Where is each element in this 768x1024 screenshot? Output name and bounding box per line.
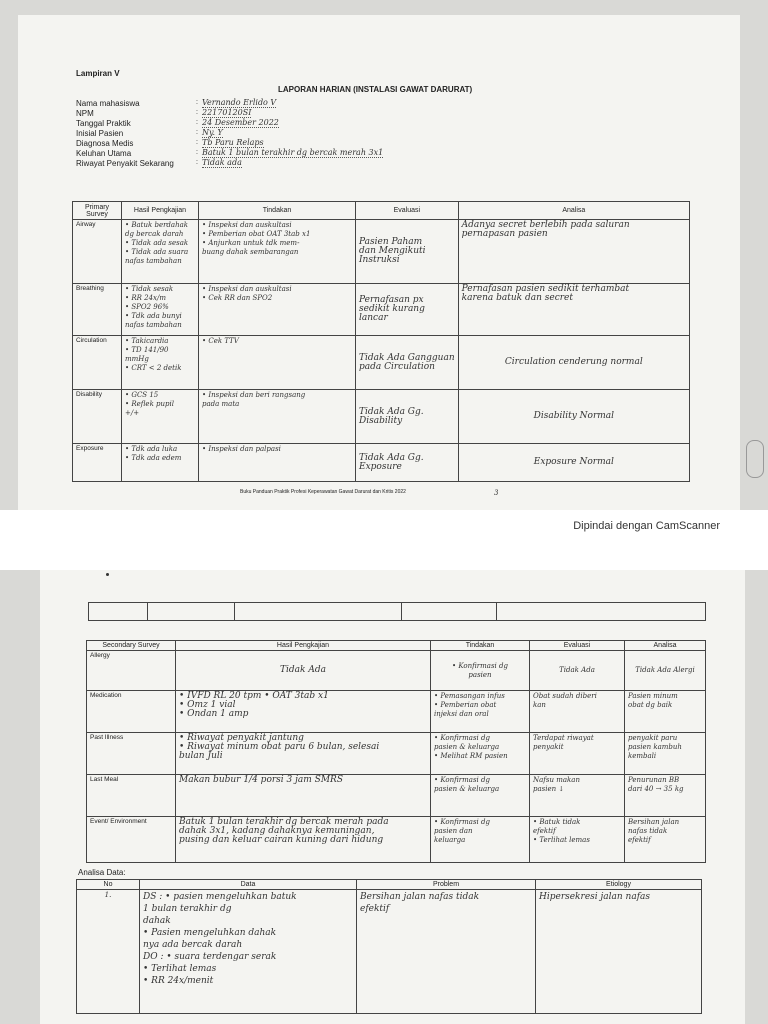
cell-tindakan [431, 691, 530, 733]
cell-tindakan [199, 444, 356, 482]
cell-hasil [122, 220, 199, 284]
cell-line: Pernafasan pasien sedikit terhambat [461, 284, 630, 294]
appendix-label: Lampiran V [76, 69, 120, 78]
blank-header-row [88, 602, 706, 621]
survey-category: Allergy [87, 651, 176, 691]
identity-colon: : [196, 99, 198, 106]
cell-line: Pernafasan px [359, 295, 424, 305]
cell-line: Disability [359, 415, 403, 426]
cell-data [140, 890, 357, 1014]
cell-line: • Terlihat lemas [143, 964, 217, 974]
survey-category: Exposure [73, 444, 122, 482]
cell-tindakan [199, 220, 356, 284]
cell-line: pernapasan pasien [461, 229, 548, 239]
survey-category: Last Meal [87, 775, 176, 817]
cell-line: Pasien Paham [359, 237, 423, 247]
header-primary-survey: Primary Survey [73, 202, 122, 220]
cell-evaluasi [530, 775, 625, 817]
cell-line: pasien dan [434, 827, 473, 835]
cell-line: Tidak Ada [280, 665, 326, 675]
cell-analisa [625, 651, 706, 691]
survey-category: Medication [87, 691, 176, 733]
cell-line: Terdapat riwayat [533, 734, 594, 742]
header-evaluasi: Evaluasi [356, 202, 459, 220]
cell-line: lancar [359, 313, 388, 323]
cell-line: • TD 141/90 [125, 346, 169, 354]
cell-line: • SPO2 96% [125, 303, 169, 311]
cell-line: dari 40 → 35 kg [628, 785, 684, 793]
cell-line: • Pemberian obat [434, 701, 497, 709]
cell-line: bulan Juli [179, 751, 223, 761]
identity-colon: : [196, 109, 198, 116]
cell-line: nafas tidak [628, 827, 668, 835]
identity-label: Nama mahasiswa [76, 99, 140, 108]
cell-line: • RR 24x/m [125, 294, 166, 302]
cell-line: dahak 3x1, kadang dahaknya kemuningan, [179, 826, 375, 836]
cell-line: • Terlihat lemas [533, 836, 590, 844]
cell-line: Tidak Ada Gg. [359, 406, 424, 417]
identity-value: Tb Paru Relaps [202, 138, 264, 147]
cell-line: efektif [628, 836, 651, 844]
cell-line: Penurunan BB [628, 776, 680, 784]
stamp-icon [746, 440, 764, 478]
cell-line: • Reflek pupil [125, 400, 174, 408]
cell-line: pasien & keluarga [434, 785, 500, 793]
page-mark: 3 [494, 489, 499, 497]
cell-hasil [176, 817, 431, 863]
cell-tindakan [431, 651, 530, 691]
report-page-2 [40, 570, 745, 1024]
cell-line: Tidak Ada Alergi [635, 666, 695, 674]
header-tindakan-2: Tindakan [431, 641, 530, 651]
cell-line: • Konfirmasi dg [434, 776, 490, 784]
cell-analisa [458, 284, 689, 336]
analysis-title: Analisa Data: [78, 868, 126, 877]
table-row [87, 817, 706, 863]
survey-category: Disability [73, 390, 122, 444]
cell-line: mmHg [125, 355, 149, 363]
cell-tindakan [431, 733, 530, 775]
cell-etiology [536, 890, 702, 1014]
header-data: Data [140, 880, 357, 890]
cell-line: injeksi dan oral [434, 710, 489, 718]
cell-line: nafas tambahan [125, 257, 182, 265]
cell-line: • Konfirmasi dg [434, 818, 490, 826]
cell-tindakan [431, 817, 530, 863]
cell-line: pada Circulation [359, 361, 435, 372]
cell-evaluasi [356, 444, 459, 482]
scanner-watermark: Dipindai dengan CamScanner [573, 520, 720, 532]
cell-line: Batuk 1 bulan terakhir dg bercak merah pada [179, 817, 389, 827]
identity-value: Vernando Erlido V [202, 98, 277, 107]
cell-line: Makan bubur 1/4 porsi 3 jam SMRS [179, 775, 343, 785]
header-no: No [77, 880, 140, 890]
report-title: LAPORAN HARIAN (INSTALASI GAWAT DARURAT) [278, 85, 473, 94]
cell-line: • CRT < 2 detik [125, 364, 182, 372]
cell-line: • Inspeksi dan beri rangsang [202, 391, 306, 399]
cell-evaluasi [356, 336, 459, 390]
identity-label: Riwayat Penyakit Sekarang [76, 159, 174, 168]
cell-evaluasi [356, 390, 459, 444]
cell-line: • Cek RR dan SPO2 [202, 294, 273, 302]
cell-line: • GCS 15 [125, 391, 159, 399]
cell-line: Exposure Normal [533, 457, 614, 467]
cell-line: • Tidak ada suara [125, 248, 189, 256]
cell-line: obat dg baik [628, 701, 673, 709]
cell-line: • Konfirmasi dg [452, 661, 508, 670]
cell-hasil [176, 651, 431, 691]
cell-tindakan [199, 336, 356, 390]
cell-line: • Tdk ada edem [125, 454, 182, 462]
cell-hasil [122, 284, 199, 336]
cell-line: • Batuk berdahak [125, 221, 189, 229]
cell-line: pada mata [202, 400, 240, 408]
cell-line: Tidak Ada [559, 666, 595, 674]
survey-category: Breathing [73, 284, 122, 336]
cell-analisa [625, 691, 706, 733]
cell-hasil [122, 336, 199, 390]
cell-evaluasi [530, 733, 625, 775]
cell-line: Hipersekresi jalan nafas [539, 892, 651, 902]
cell-line: • Riwayat minum obat paru 6 bulan, selesai [179, 742, 380, 752]
identity-label: Tanggal Praktik [76, 119, 131, 128]
cell-line: Nafsu makan [533, 776, 580, 784]
cell-line: • Riwayat penyakit jantung [179, 733, 304, 743]
identity-value: 22170120SI [202, 108, 252, 117]
cell-evaluasi [530, 817, 625, 863]
secondary-survey-table [86, 640, 706, 863]
table-row [73, 284, 690, 336]
cell-tindakan [199, 284, 356, 336]
table-row [73, 336, 690, 390]
cell-line: DS : • pasien mengeluhkan batuk [143, 892, 297, 902]
cell-line: Instruksi [359, 255, 400, 265]
cell-line: karena batuk dan secret [461, 293, 573, 303]
table-row [77, 890, 702, 1014]
table-row [87, 733, 706, 775]
cell-line: pasien kambuh [628, 743, 682, 751]
identity-label: Keluhan Utama [76, 149, 132, 158]
blank-cell [497, 603, 706, 621]
header-etiology: Etiology [536, 880, 702, 890]
cell-line: • Tdk ada luka [125, 445, 178, 453]
identity-colon: : [196, 139, 198, 146]
cell-hasil [122, 390, 199, 444]
cell-line: • Konfirmasi dg [434, 734, 490, 742]
cell-hasil [176, 733, 431, 775]
cell-analisa [625, 733, 706, 775]
cell-line: nafas tambahan [125, 321, 182, 329]
cell-line: dg bercak darah [125, 230, 184, 238]
cell-line: • Batuk tidak [533, 818, 581, 826]
table-row [87, 691, 706, 733]
table-row [73, 444, 690, 482]
header-analisa: Analisa [458, 202, 689, 220]
cell-line: Adanya secret berlebih pada saluran [461, 220, 630, 230]
cell-line: sedikit kurang [359, 304, 425, 314]
cell-line: • Tdk ada bunyi [125, 312, 182, 320]
cell-hasil [176, 691, 431, 733]
cell-tindakan [431, 775, 530, 817]
survey-category: Circulation [73, 336, 122, 390]
cell-line: • Pemberian obat OAT 3tab x1 [202, 230, 311, 238]
cell-line: +/+ [125, 409, 140, 417]
survey-category: Airway [73, 220, 122, 284]
cell-line: • Omz 1 vial [179, 700, 236, 710]
cell-line: keluarga [434, 836, 466, 844]
identity-value: Batuk 1 bulan terakhir dg bercak merah 3x1 [202, 148, 384, 157]
identity-colon: : [196, 149, 198, 156]
identity-colon: : [196, 159, 198, 166]
cell-line: • Inspeksi dan auskultasi [202, 285, 292, 293]
identity-label: NPM [76, 109, 94, 118]
footer-note: Buku Panduan Praktik Profesi Keperawatan Gawat Darurat dan Kritis 2022 [240, 489, 406, 495]
cell-line: dahak [143, 916, 171, 926]
cell-line: penyakit [533, 743, 564, 751]
report-page-1 [18, 15, 740, 510]
cell-line: • Melihat RM pasien [434, 752, 508, 760]
cell-analisa [458, 220, 689, 284]
cell-line: efektif [360, 904, 390, 914]
cell-line: • Inspeksi dan auskultasi [202, 221, 292, 229]
cell-line: • Takicardia [125, 337, 169, 345]
cell-line: Disability Normal [533, 411, 615, 421]
cell-line: Pasien minum [628, 692, 678, 700]
identity-colon: : [196, 129, 198, 136]
cell-line: Exposure [359, 461, 402, 472]
cell-line: • Inspeksi dan palpasi [202, 445, 281, 453]
header-hasil: Hasil Pengkajian [122, 202, 199, 220]
header-evaluasi-2: Evaluasi [530, 641, 625, 651]
blank-cell [89, 603, 148, 621]
analysis-table [76, 879, 702, 1014]
header-secondary-survey: Secondary Survey [87, 641, 176, 651]
cell-evaluasi [530, 651, 625, 691]
cell-line: Bersihan jalan nafas tidak [360, 892, 480, 902]
cell-analisa [458, 336, 689, 390]
table-row [87, 651, 706, 691]
cell-line: • Pasien mengeluhkan dahak [143, 928, 277, 938]
cell-line: • IVFD RL 20 tpm • OAT 3tab x1 [179, 691, 329, 701]
cell-line: • Tidak ada sesak [125, 239, 189, 247]
cell-hasil [122, 444, 199, 482]
survey-category: Past Illness [87, 733, 176, 775]
identity-value: Ny. Y [202, 128, 223, 137]
cell-line: • Pemasangan infus [434, 692, 505, 700]
cell-line: efektif [533, 827, 556, 835]
cell-analisa [625, 817, 706, 863]
cell-line: • Anjurkan untuk tdk mem- [202, 239, 300, 247]
identity-colon: : [196, 119, 198, 126]
cell-evaluasi [530, 691, 625, 733]
table-row [73, 390, 690, 444]
table-row [87, 775, 706, 817]
cell-analisa [625, 775, 706, 817]
header-hasil-2: Hasil Pengkajian [176, 641, 431, 651]
cell-line: Circulation cenderung normal [504, 357, 643, 367]
cell-line: nya ada bercak darah [143, 940, 243, 950]
cell-line: pasien [468, 670, 492, 679]
cell-line: pasien ↓ [533, 785, 565, 793]
identity-label: Inisial Pasien [76, 129, 124, 138]
scan-gap [0, 510, 768, 570]
cell-line: • RR 24x/menit [143, 976, 214, 986]
cell-line: 1 bulan terakhir dg [143, 904, 232, 914]
cell-problem [357, 890, 536, 1014]
cell-line: buang dahak sembarangan [202, 248, 299, 256]
primary-survey-table [72, 201, 690, 482]
cell-line: Tidak Ada Gg. [359, 452, 424, 463]
cell-line: • Ondan 1 amp [179, 709, 249, 719]
blank-cell [402, 603, 497, 621]
ink-dot [106, 573, 109, 576]
header-analisa-2: Analisa [625, 641, 706, 651]
cell-tindakan [199, 390, 356, 444]
cell-analisa [458, 390, 689, 444]
cell-hasil [176, 775, 431, 817]
cell-line: dan Mengikuti [359, 246, 426, 256]
cell-evaluasi [356, 284, 459, 336]
header-problem: Problem [357, 880, 536, 890]
identity-value: Tidak ada [202, 158, 242, 167]
cell-line: Obat sudah diberi [533, 692, 597, 700]
cell-evaluasi [356, 220, 459, 284]
cell-line: • Cek TTV [202, 337, 239, 345]
cell-line: • Tidak sesak [125, 285, 174, 293]
identity-value: 24 Desember 2022 [202, 118, 279, 127]
table-row [73, 220, 690, 284]
cell-line: kan [533, 701, 546, 709]
survey-category: Event/ Environment [87, 817, 176, 863]
cell-line: kembali [628, 752, 657, 760]
cell-line: Bersihan jalan [628, 818, 680, 826]
cell-line: pusing dan keluar cairan kuning dari hidung [179, 835, 384, 845]
cell-line: pasien & keluarga [434, 743, 500, 751]
cell-no: 1. [77, 890, 140, 1014]
cell-line: DO : • suara terdengar serak [143, 952, 277, 962]
cell-line: Tidak Ada Gangguan [359, 352, 455, 363]
identity-label: Diagnosa Medis [76, 139, 134, 148]
cell-analisa [458, 444, 689, 482]
blank-cell [235, 603, 402, 621]
blank-cell [148, 603, 235, 621]
header-tindakan: Tindakan [199, 202, 356, 220]
cell-line: penyakit paru [628, 734, 678, 742]
